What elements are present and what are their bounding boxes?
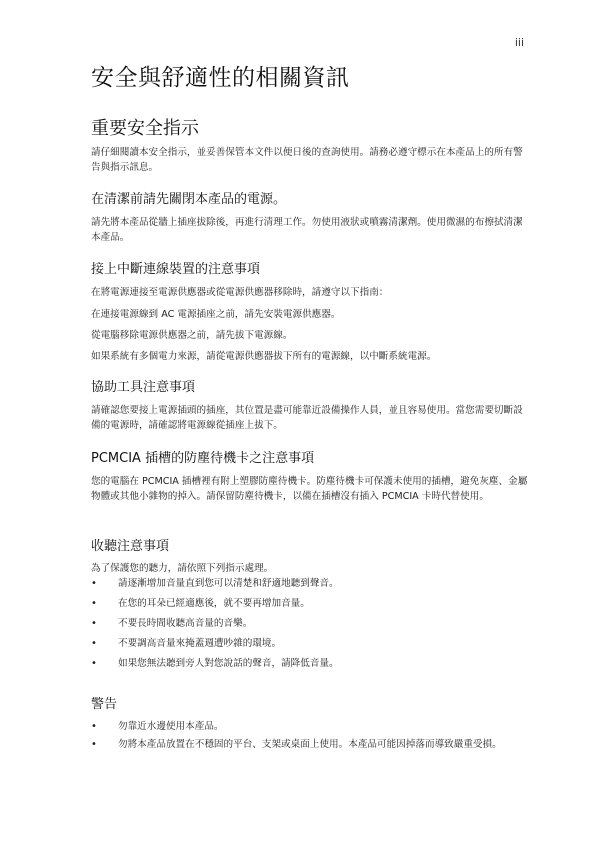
subsection-text-disconnect-3: 從電腦移除電源供應器之前，請先拔下電源線。 (91, 330, 293, 341)
list-item: • 勿將本產品放置在不穩固的平台、支架或桌面上使用。本產品可能因掉落而導致嚴重受損。 (91, 739, 502, 750)
section-intro: 請仔細閱讀本安全指示，並妥善保管本文件以便日後的查詢使用。請務必遵守標示在本產品上的所有警告與指示訊息。 (91, 147, 523, 173)
bullet-icon: • (91, 721, 97, 732)
list-item: • 不要調高音量來掩蓋週遭吵雜的環境。 (91, 638, 282, 649)
subsection-text-cleaning: 請先將本產品從牆上插座拔除後，再進行清理工作。勿使用液狀或噴霧清潔劑。使用微濕的布擦拭清潔本產品。 (91, 217, 523, 243)
list-item: • 如果您無法聽到旁人對您說話的聲音，請降低音量。 (91, 658, 339, 669)
list-item: • 不要長時間收聽高音量的音樂。 (91, 618, 253, 629)
bullet-icon: • (91, 739, 97, 750)
subsection-heading-pcmcia: PCMCIA 插槽的防塵待機卡之注意事項 (91, 451, 315, 466)
warning-bullet-list (91, 719, 531, 755)
subsection-text-accessibility: 請確認您要接上電源插頭的插座，其位置是盡可能靠近設備操作人員，並且容易使用。當您需要切斷設備的電源時，請確認將電源線從插座上拔下。 (91, 405, 523, 431)
subsection-heading-cleaning: 在清潔前請先關閉本產品的電源。 (91, 192, 287, 207)
subsection-heading-disconnect: 接上中斷連線裝置的注意事項 (91, 262, 261, 277)
bullet-icon: • (91, 658, 97, 669)
page-title: 安全與舒適性的相關資訊 (91, 65, 350, 91)
page-number: iii (514, 36, 524, 49)
list-item: • 勿靠近水邊使用本產品。 (91, 721, 224, 732)
list-item: • 在您的耳朵已經適應後，就不要再增加音量。 (91, 598, 310, 609)
bullet-icon: • (91, 598, 97, 609)
subsection-text-disconnect-2: 在連接電源線到 AC 電源插座之前，請先安裝電源供應器。 (91, 309, 341, 320)
subsection-text-disconnect-4: 如果系統有多個電力來源，請從電源供應器拔下所有的電源線，以中斷系統電源。 (91, 351, 437, 362)
bullet-icon: • (91, 618, 97, 629)
subsection-heading-listening: 收聽注意事項 (91, 539, 170, 554)
subsection-text-disconnect-1: 在將電源連接至電源供應器或從電源供應器移除時，請遵守以下指南： (91, 287, 389, 298)
subsection-heading-warning: 警告 (91, 697, 118, 712)
subsection-text-listening: 為了保護您的聽力，請依照下列指示處理。 (91, 563, 274, 574)
subsection-heading-accessibility: 協助工具注意事項 (91, 380, 196, 395)
list-item: • 請逐漸增加音量直到您可以清楚和舒適地聽到聲音。 (91, 578, 339, 589)
bullet-icon: • (91, 638, 97, 649)
listening-bullet-list (91, 576, 531, 676)
bullet-icon: • (91, 578, 97, 589)
subsection-text-pcmcia: 您的電腦在 PCMCIA 插槽裡有附上塑膠防塵待機卡。防塵待機卡可保護未使用的插槽，避免灰塵、金屬物體或其他小雜物的掉入。請保留防塵待機卡，以備在插槽沒有插入 PCMCIA 卡時代替使用。 (91, 476, 528, 502)
section-title: 重要安全指示 (91, 118, 199, 139)
